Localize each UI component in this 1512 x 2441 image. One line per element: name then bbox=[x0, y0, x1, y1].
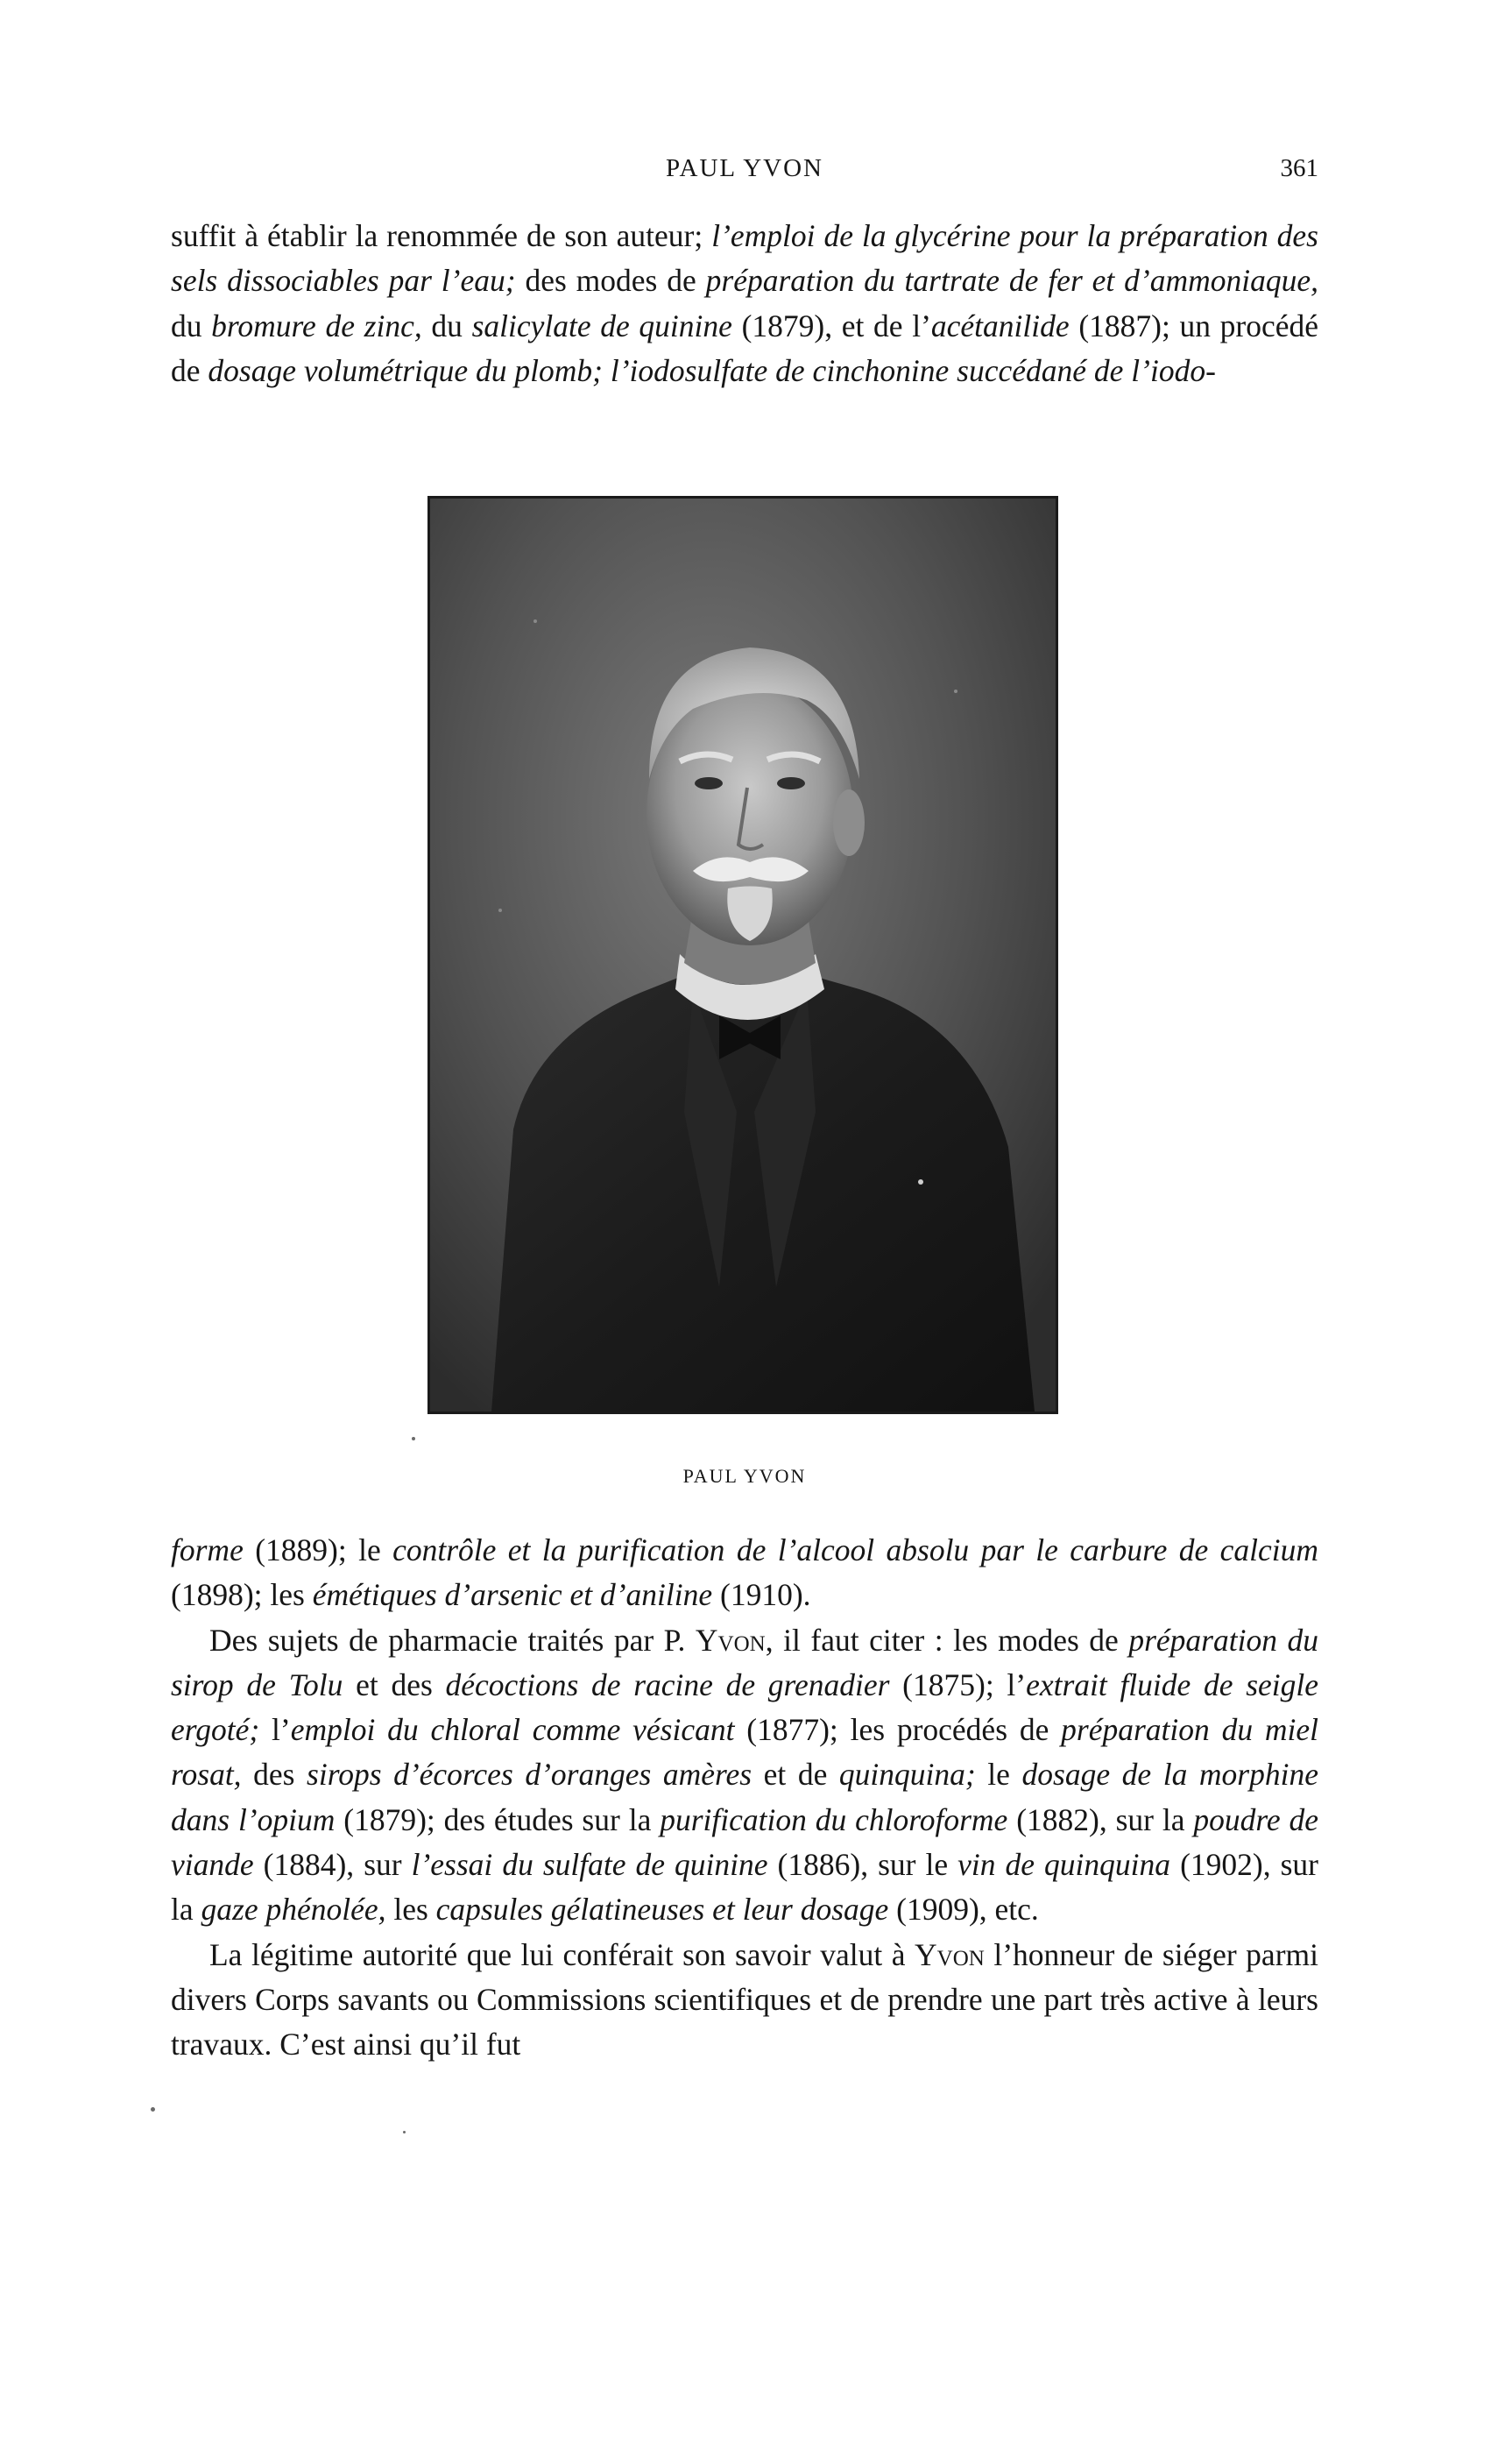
text-run: du bbox=[171, 308, 212, 343]
top-text-block bbox=[171, 214, 1318, 393]
text-run: suffit à établir la renommée de son auteur; bbox=[171, 218, 712, 253]
paragraph-top bbox=[171, 214, 1318, 393]
text-run: (1879), et de l’ bbox=[731, 308, 931, 343]
text-run: des bbox=[241, 1757, 307, 1793]
paper-speck bbox=[412, 1437, 415, 1440]
text-run: (1884), sur bbox=[253, 1847, 412, 1883]
text-run: La légitime autorité que lui conférait son savoir valut à bbox=[209, 1936, 915, 1972]
text-run: (1910). bbox=[712, 1577, 811, 1613]
italic-run: salicylate de quinine bbox=[471, 308, 732, 343]
text-run: (1886), sur le bbox=[767, 1847, 958, 1883]
text-run: des modes de bbox=[515, 263, 706, 299]
italic-run: contrôle et la purification de l’alcool absolu par le carbure de calcium bbox=[392, 1532, 1318, 1567]
italic-run: l’essai du sulfate de quinine bbox=[411, 1847, 768, 1883]
italic-run: emploi du chloral comme vésicant bbox=[290, 1712, 735, 1748]
small-caps-run: Yvon bbox=[695, 1622, 766, 1658]
italic-run: quinquina; bbox=[838, 1757, 976, 1793]
portrait-photo bbox=[427, 496, 1058, 1414]
page-number: 361 bbox=[1280, 154, 1318, 182]
text-run: (1889); le bbox=[243, 1532, 393, 1567]
paper-speck bbox=[151, 2107, 155, 2112]
italic-run: préparation du miel rosat, bbox=[171, 1712, 1318, 1793]
italic-run: l’emploi de la glycérine pour la préparation des sels dissociables par l’eau; bbox=[171, 218, 1319, 299]
text-run: (1898); les bbox=[171, 1577, 313, 1613]
italic-run: poudre de viande bbox=[171, 1801, 1319, 1883]
text-run: du bbox=[421, 308, 472, 343]
text-run: (1887); un procédé de bbox=[171, 308, 1318, 388]
italic-run: extrait fluide de seigle ergoté; bbox=[171, 1666, 1318, 1748]
italic-run: purification du chloroforme bbox=[660, 1801, 1008, 1837]
italic-run: préparation du tartrate de fer et d’ammoniaque, bbox=[705, 263, 1318, 299]
text-run: les bbox=[385, 1892, 436, 1928]
portrait-image bbox=[430, 499, 1056, 1412]
italic-run: préparation du sirop de Tolu bbox=[171, 1622, 1318, 1702]
italic-run: gaze phénolée, bbox=[201, 1892, 386, 1928]
text-run: (1875); l’ bbox=[889, 1666, 1027, 1702]
text-run: l’honneur de siéger parmi divers Corps savants ou Commissions scientifiques et de prendre une part très active à leurs travaux. C’est ainsi qu’il fut bbox=[171, 1936, 1318, 2062]
text-run: (1877); les procédés de bbox=[734, 1712, 1062, 1748]
text-run: et de bbox=[752, 1757, 839, 1793]
italic-run: sirops d’écorces d’oranges amères bbox=[307, 1757, 752, 1793]
italic-run: vin de quinquina bbox=[957, 1847, 1171, 1883]
text-run: l’ bbox=[259, 1712, 291, 1748]
text-run: et des bbox=[343, 1666, 446, 1702]
running-title: PAUL YVON bbox=[666, 154, 823, 182]
text-run: (1879); des études sur la bbox=[335, 1801, 661, 1837]
italic-run: acétanilide bbox=[930, 308, 1070, 343]
running-header bbox=[171, 151, 1318, 186]
italic-run: décoctions de racine de grenadier bbox=[445, 1666, 890, 1702]
bottom-text-block bbox=[171, 1528, 1318, 2068]
text-run: , il faut citer : les modes de bbox=[765, 1622, 1129, 1658]
italic-run: forme bbox=[171, 1532, 244, 1567]
italic-run: capsules gélatineuses et leur dosage bbox=[435, 1892, 889, 1928]
italic-run: bromure de zinc, bbox=[211, 308, 422, 343]
text-run: Des sujets de pharmacie traités par P. bbox=[209, 1622, 696, 1658]
text-run: (1882), sur la bbox=[1007, 1801, 1194, 1837]
figure-caption: PAUL YVON bbox=[682, 1465, 807, 1487]
small-caps-run: Yvon bbox=[915, 1936, 985, 1972]
paragraph-pharmacy bbox=[171, 1618, 1318, 1933]
italic-run: émétiques d’arsenic et d’aniline bbox=[312, 1577, 713, 1613]
paper-speck bbox=[403, 2131, 406, 2133]
text-run: (1909), etc. bbox=[888, 1892, 1039, 1928]
text-run: le bbox=[975, 1757, 1022, 1793]
paragraph-authority bbox=[171, 1933, 1318, 2068]
italic-run: dosage de la morphine dans l’opium bbox=[171, 1757, 1318, 1837]
paragraph-continuation bbox=[171, 1528, 1318, 1618]
italic-run: dosage volumétrique du plomb; l’iodosulfate de cinchonine succédané de l’iodo- bbox=[208, 352, 1216, 388]
text-run: (1902), sur la bbox=[171, 1847, 1318, 1928]
